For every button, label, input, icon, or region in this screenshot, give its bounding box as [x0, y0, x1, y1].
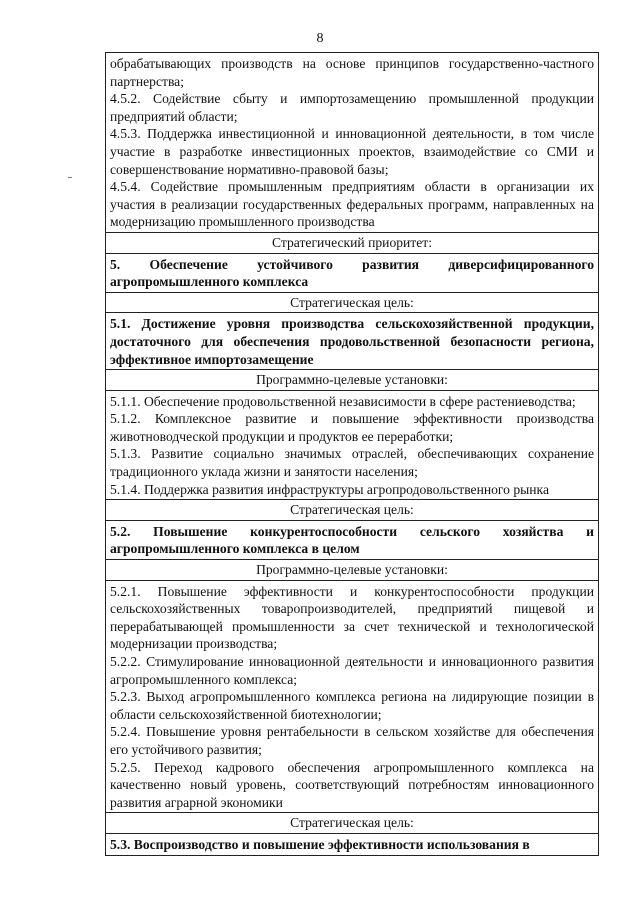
list-block — [106, 581, 598, 814]
list-item: 5.2.5. Переход кадрового обеспечения агропромышленного комплекса на качественно новый уровень, соответствующий потребностям инновационного развития аграрной экономики — [110, 759, 594, 810]
list-item: 5.1.1. Обеспечение продовольственной независимости в сфере растениеводства; — [110, 393, 576, 409]
section-heading: Стратегическая цель: — [106, 813, 598, 834]
page-number: 8 — [316, 31, 324, 46]
list-item: 5.2.4. Повышение уровня рентабельности в сельском хозяйстве для обеспечения его устойчивого развития; — [110, 724, 594, 757]
goal-title: 5.3. Воспроизводство и повышение эффективности использования в — [106, 834, 598, 856]
strategy-table — [105, 52, 599, 856]
section-heading: Программно-целевые установки: — [106, 560, 598, 581]
list-item: 5.2.1. Повышение эффективности и конкурентоспособности продукции сельскохозяйственных товаропроизводителей, предприятий пищевой и перерабатывающей промышленности за счет технической и технологической модернизации производства; — [110, 583, 594, 652]
list-item: 5.2.2. Стимулирование инновационной деятельности и инновационного развития агропромышленного комплекса; — [110, 654, 594, 687]
scan-speck — [68, 177, 72, 178]
list-block — [106, 391, 598, 501]
goal-title: 5.1. Достижение уровня производства сельскохозяйственной продукции, достаточного для обеспечения продовольственной безопасности региона, эффективное импортозамещение — [106, 313, 598, 370]
goal-title: 5. Обеспечение устойчивого развития диверсифицированного агропромышленного комплекса — [106, 254, 598, 293]
list-item: 5.1.2. Комплексное развитие и повышение эффективности производства животноводческой продукции и продуктов ее переработки; — [110, 411, 594, 444]
section-heading: Стратегическая цель: — [106, 500, 598, 521]
list-block — [106, 53, 598, 233]
list-item: 5.1.3. Развитие социально значимых отраслей, обеспечивающих сохранение традиционного уклада жизни и занятости населения; — [110, 446, 594, 480]
list-item: 4.5.2. Содействие сбыту и импортозамещению промышленной продукции предприятий области; — [110, 91, 594, 124]
list-item: 4.5.3. Поддержка инвестиционной и инновационной деятельности, в том числе участие в разработке инвестиционных проектов, взаимодействие со СМИ и совершенствование нормативно-правовой базы; — [110, 126, 594, 177]
goal-title: 5.2. Повышение конкурентоспособности сельского хозяйства и агропромышленного комплекса в целом — [106, 521, 598, 560]
list-item: 5.1.4. Поддержка развития инфраструктуры агропродовольственного рынка — [110, 481, 549, 497]
list-item: обрабатывающих производств на основе принципов государственно-частного партнерства; — [110, 56, 594, 89]
list-item: 5.2.3. Выход агропромышленного комплекса региона на лидирующие позиции в области сельскохозяйственной биотехнологии; — [110, 689, 594, 722]
section-heading: Программно-целевые установки: — [106, 370, 598, 391]
section-heading: Стратегический приоритет: — [106, 233, 598, 254]
list-item: 4.5.4. Содействие промышленным предприятиям области в организации их участия в реализации государственных федеральных программ, направленных на модернизацию промышленного производства — [110, 179, 594, 230]
section-heading: Стратегическая цель: — [106, 293, 598, 314]
